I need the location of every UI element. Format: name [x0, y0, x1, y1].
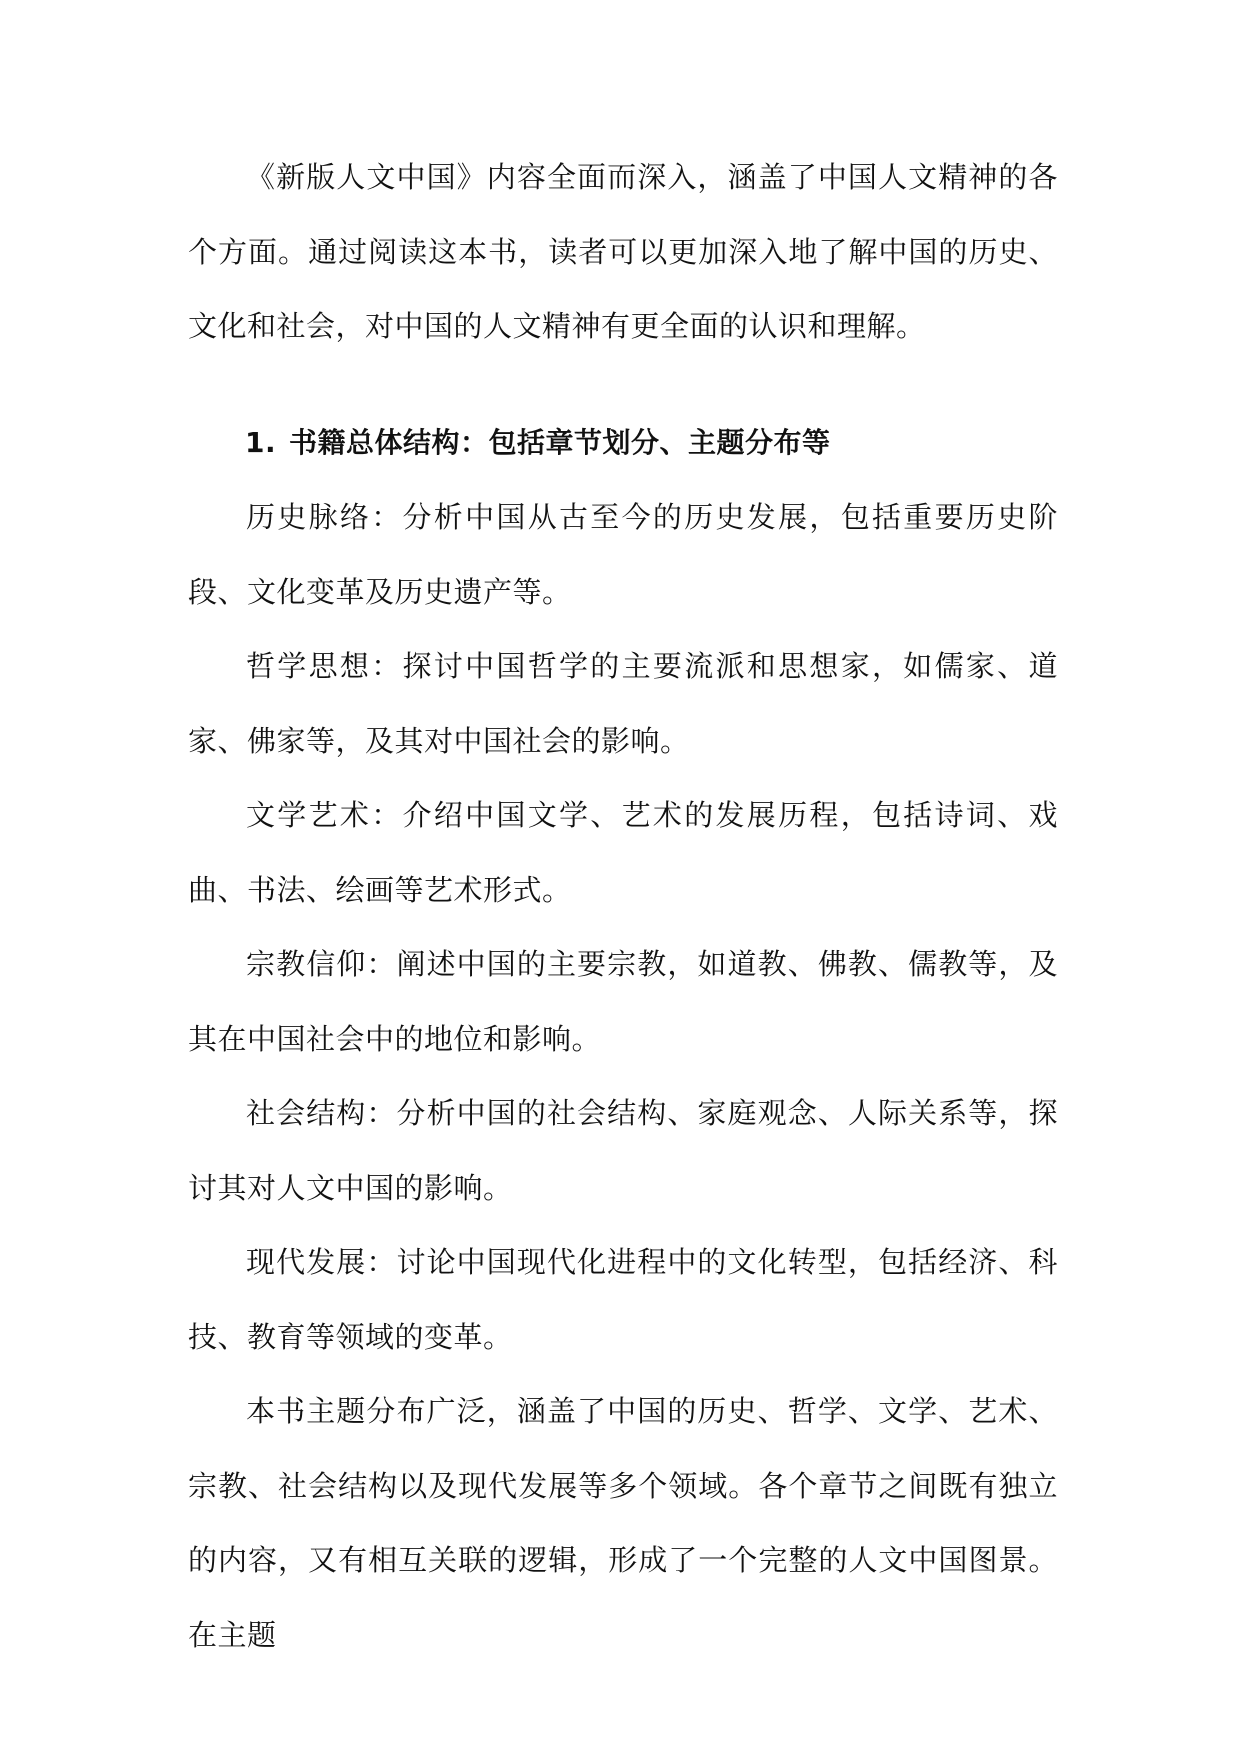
- section-number: 1.: [245, 425, 277, 459]
- summary-paragraph: 本书主题分布广泛，涵盖了中国的历史、哲学、文学、艺术、宗教、社会结构以及现代发展等多个领域。各个章节之间既有独立的内容，又有相互关联的逻辑，形成了一个完整的人文中国图景。在主题: [188, 1394, 1058, 1652]
- topic-paragraph-philosophy: 哲学思想：探讨中国哲学的主要流派和思想家，如儒家、道家、佛家等，及其对中国社会的影响。: [188, 649, 1058, 758]
- intro-paragraph: 《新版人文中国》内容全面而深入，涵盖了中国人文精神的各个方面。通过阅读这本书，读者可以更加深入地了解中国的历史、文化和社会，对中国的人文精神有更全面的认识和理解。: [188, 160, 1058, 343]
- section-title: 书籍总体结构：包括章节划分、主题分布等: [289, 425, 831, 459]
- paragraph-spacer: [188, 364, 1058, 406]
- topic-paragraph-religion: 宗教信仰：阐述中国的主要宗教，如道教、佛教、儒教等，及其在中国社会中的地位和影响。: [188, 947, 1058, 1056]
- document-body: [188, 140, 1058, 1672]
- topic-paragraph-history: 历史脉络：分析中国从古至今的历史发展，包括重要历史阶段、文化变革及历史遗产等。: [188, 500, 1058, 609]
- topic-paragraph-modern-development: 现代发展：讨论中国现代化进程中的文化转型，包括经济、科技、教育等领域的变革。: [188, 1245, 1058, 1354]
- topic-paragraph-literature-art: 文学艺术：介绍中国文学、艺术的发展历程，包括诗词、戏曲、书法、绘画等艺术形式。: [188, 798, 1058, 907]
- topic-paragraph-social-structure: 社会结构：分析中国的社会结构、家庭观念、人际关系等，探讨其对人文中国的影响。: [188, 1096, 1058, 1205]
- section-heading: [188, 406, 1058, 481]
